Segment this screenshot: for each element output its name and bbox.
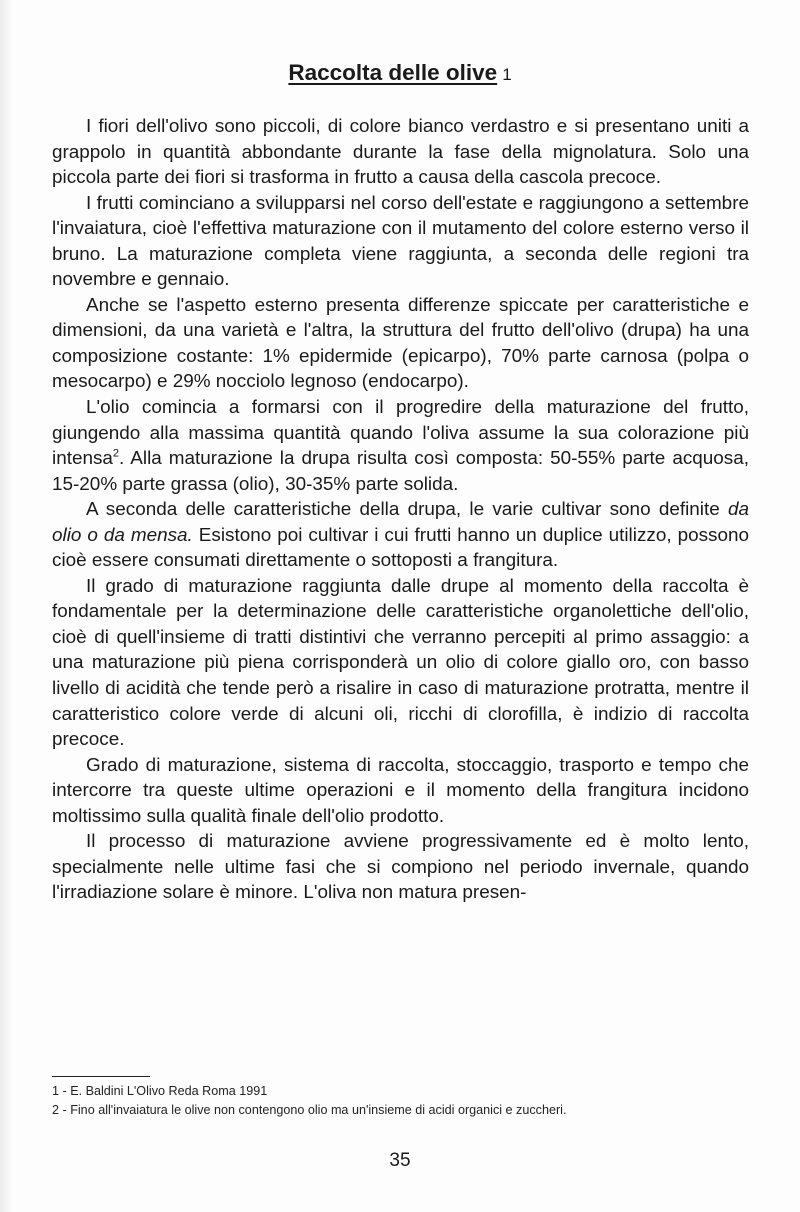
- paragraph: I fiori dell'olivo sono piccoli, di colore bianco verdastro e si presentano uniti a grappolo in quantità abbondante durante la fase della mignolatura. Solo una piccola parte dei fiori si trasforma in frutto a causa della cascola precoce.: [52, 116, 749, 189]
- body-text: [52, 114, 749, 906]
- italic-text: da olio o da mensa.: [52, 499, 749, 546]
- paragraph-text: A seconda delle caratteristiche della drupa, le varie cultivar sono definite: [86, 499, 728, 521]
- footnote-1: 1 - E. Baldini L'Olivo Reda Roma 1991: [52, 1084, 268, 1098]
- chapter-title-text: Raccolta delle olive: [288, 60, 498, 85]
- footnote-divider: [52, 1076, 150, 1077]
- footnotes: [52, 1082, 772, 1120]
- paragraph-text: L'olio comincia a formarsi con il progredire della maturazione del frutto, giungendo alla massima quantità quando l'oliva assume la sua colorazione più intensa: [52, 397, 749, 470]
- paragraph: Grado di maturazione, sistema di raccolta, stoccaggio, trasporto e tempo che intercorre tra queste ultime operazioni e il momento della frangitura incidono moltissimo sulla qualità finale dell'olio prodotto.: [52, 754, 749, 827]
- page-number: 35: [389, 1150, 411, 1171]
- paragraph: Il grado di maturazione raggiunta dalle drupe al momento della raccolta è fondamentale per la determinazione delle caratteristiche organolettiche dell'olio, cioè di quell'insieme di tratti distintivi che verranno percepiti al primo assaggio: a una maturazione più piena corrisponderà un olio di colore giallo oro, con basso livello di acidità che tende però a risalire in caso di maturazione protratta, mentre il caratteristico colore verde di alcuni oli, ricchi di clorofilla, è indizio di raccolta precoce.: [52, 575, 749, 751]
- paragraph: Anche se l'aspetto esterno presenta differenze spiccate per caratteristiche e dimensioni, da una varietà e l'altra, la struttura del frutto dell'olivo (drupa) ha una composizione costante: 1% epidermide (epicarpo), 70% parte carnosa (polpa o mesocarpo) e 29% nocciolo legnoso (endocarpo).: [52, 294, 749, 393]
- paragraph: I frutti cominciano a svilupparsi nel corso dell'estate e raggiungono a settembre l'invaiatura, cioè l'effettiva maturazione con il mutamento del colore esterno verso il bruno. La maturazione completa viene raggiunta, a seconda delle regioni tra novembre e gennaio.: [52, 192, 749, 291]
- chapter-title: [0, 58, 800, 90]
- paragraph: [52, 395, 749, 497]
- paragraph: Il processo di maturazione avviene progressivamente ed è molto lento, specialmente nelle ultime fasi che si compiono nel periodo invernale, quando l'irradiazione solare è minore. L'oliva non matura presen-: [52, 831, 749, 904]
- chapter-footnote-ref: 1: [502, 65, 512, 84]
- paragraph-text: Esistono poi cultivar i cui frutti hanno un duplice utilizzo, possono cioè essere consumati direttamente o sottoposti a frangitura.: [52, 524, 749, 572]
- footnote-2: 2 - Fino all'invaiatura le olive non contengono olio ma un'insieme di acidi organici e zuccheri.: [52, 1103, 567, 1117]
- footnote-ref: 2: [112, 447, 120, 460]
- paragraph-text: . Alla maturazione la drupa risulta così composta: 50-55% parte acquosa, 15-20% parte grassa (olio), 30-35% parte solida.: [52, 448, 749, 495]
- paragraph: [52, 497, 749, 574]
- page-edge-shadow: [0, 0, 14, 1212]
